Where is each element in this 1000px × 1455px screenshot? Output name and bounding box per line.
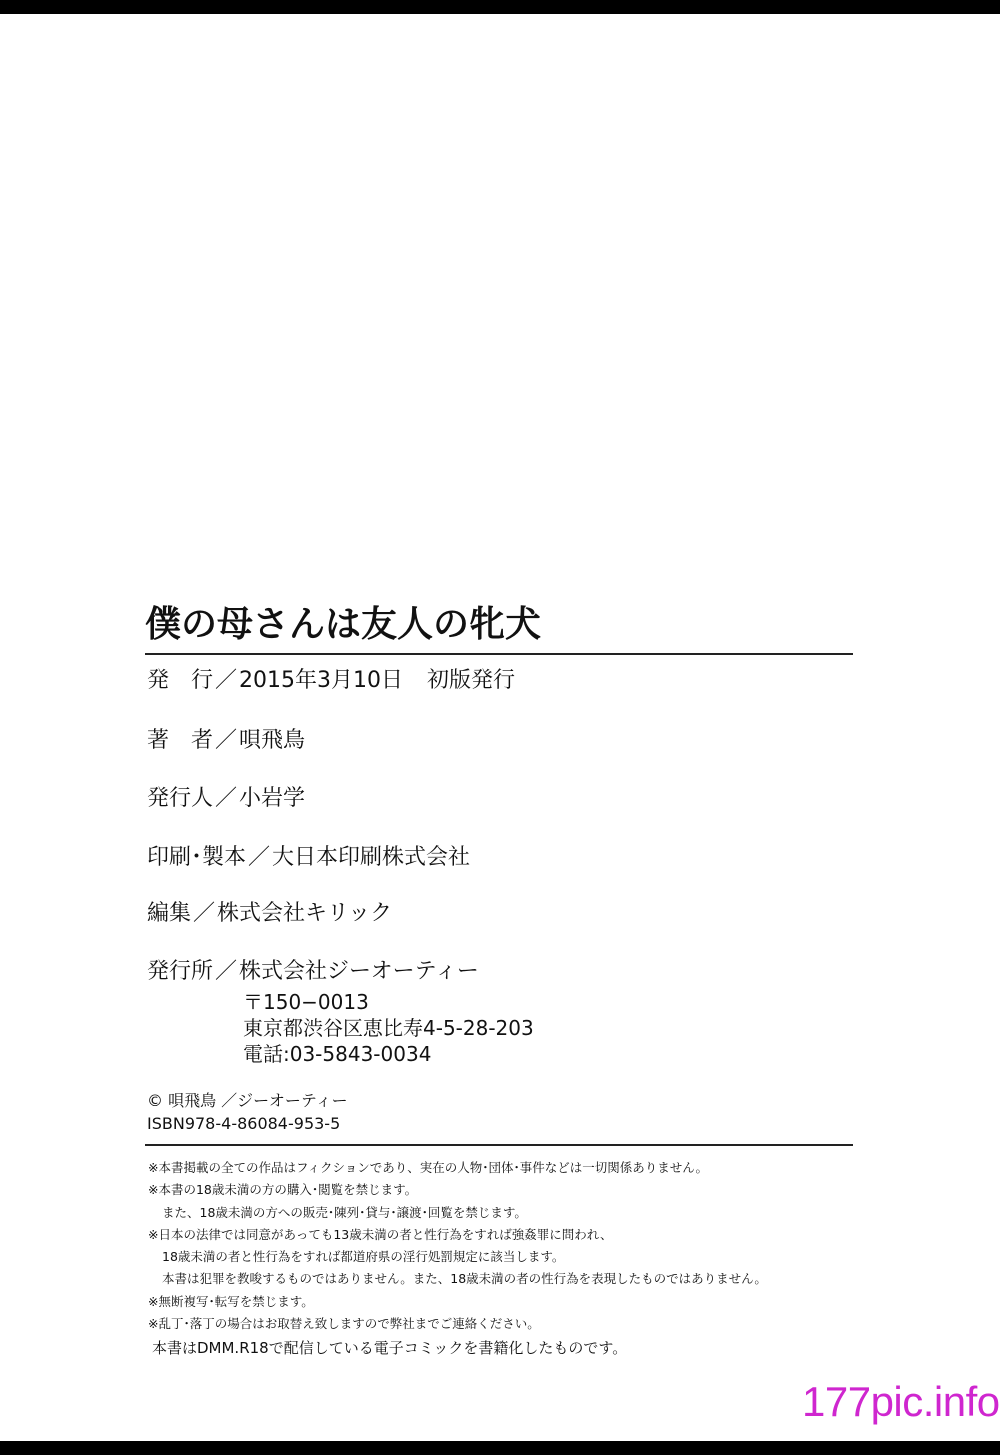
issue-date: 2015年3月10日: [239, 668, 404, 693]
publisher-label: 発行所: [147, 959, 214, 984]
printing-company: 大日本印刷株式会社: [272, 845, 471, 870]
note-fiction: ※本書掲載の全ての作品はフィクションであり、実在の人物･団体･事件などは一切関係ありません。: [148, 1160, 708, 1175]
postal-code: 〒150−0013: [243, 990, 369, 1014]
legal-notes: [148, 1157, 848, 1360]
issue-separator: ／: [215, 668, 238, 693]
publisher-address: 東京都渋谷区恵比寿4-5-28-203: [243, 1016, 534, 1040]
printing-label: 印刷･製本: [147, 845, 247, 870]
publisher-person-label: 発行人: [147, 786, 214, 811]
book-title: 僕の母さんは友人の牝犬: [145, 604, 542, 645]
editing-label: 編集: [147, 901, 192, 926]
editing-company: 株式会社キリック: [217, 901, 393, 926]
note-no-copy: ※無断複写･転写を禁じます。: [148, 1293, 314, 1309]
author-separator: ／: [215, 728, 238, 753]
editing-separator: ／: [193, 901, 216, 926]
note-distribution: また、18歳未満の方への販売･陳列･貸与･譲渡･回覧を禁じます。: [162, 1204, 527, 1220]
publisher-company: 株式会社ジーオーティー: [239, 959, 479, 984]
watermark-text: 177pic.info: [802, 1378, 1000, 1425]
issue-date-line: [147, 666, 515, 696]
note-dmm-source: 本書はDMM.R18で配信している電子コミックを書籍化したものです。: [152, 1339, 628, 1358]
note-law-2: 18歳未満の者と性行為をすれば都道府県の淫行処罰規定に該当します。: [162, 1249, 565, 1265]
author-label: 著 者: [147, 728, 214, 753]
note-law-1: ※日本の法律では同意があっても13歳未満の者と性行為をすれば強姦罪に問われ、: [148, 1226, 613, 1242]
isbn: ISBN978-4-86084-953-5: [147, 1114, 341, 1133]
title-divider: [145, 653, 853, 655]
copyright-line: © 唄飛鳥 ／ジーオーティー: [147, 1091, 348, 1110]
author-name: 唄飛鳥: [239, 728, 306, 753]
printing-line: [147, 843, 470, 873]
publisher-person-name: 小岩学: [239, 786, 306, 811]
author-line: [147, 726, 305, 756]
publisher-person-separator: ／: [215, 786, 238, 811]
issue-label: 発 行: [147, 668, 214, 693]
note-age-restriction: ※本書の18歳未満の方の購入･閲覧を禁じます。: [148, 1182, 418, 1198]
bottom-border-bar: [0, 1441, 1000, 1455]
notes-divider: [145, 1144, 853, 1146]
note-law-3: 本書は犯罪を教唆するものではありません。また、18歳未満の者の性行為を表現したものではありません。: [162, 1271, 767, 1287]
printing-separator: ／: [248, 845, 271, 870]
publisher-person-line: [147, 784, 305, 814]
note-misprint: ※乱丁･落丁の場合はお取替え致しますので弊社までご連絡ください。: [148, 1316, 540, 1332]
publisher-line: [147, 957, 479, 987]
top-border-bar: [0, 0, 1000, 14]
edition-note: 初版発行: [427, 668, 516, 693]
publisher-separator: ／: [215, 959, 238, 984]
editing-line: [147, 899, 392, 929]
publisher-phone: 電話:03-5843-0034: [243, 1042, 432, 1066]
